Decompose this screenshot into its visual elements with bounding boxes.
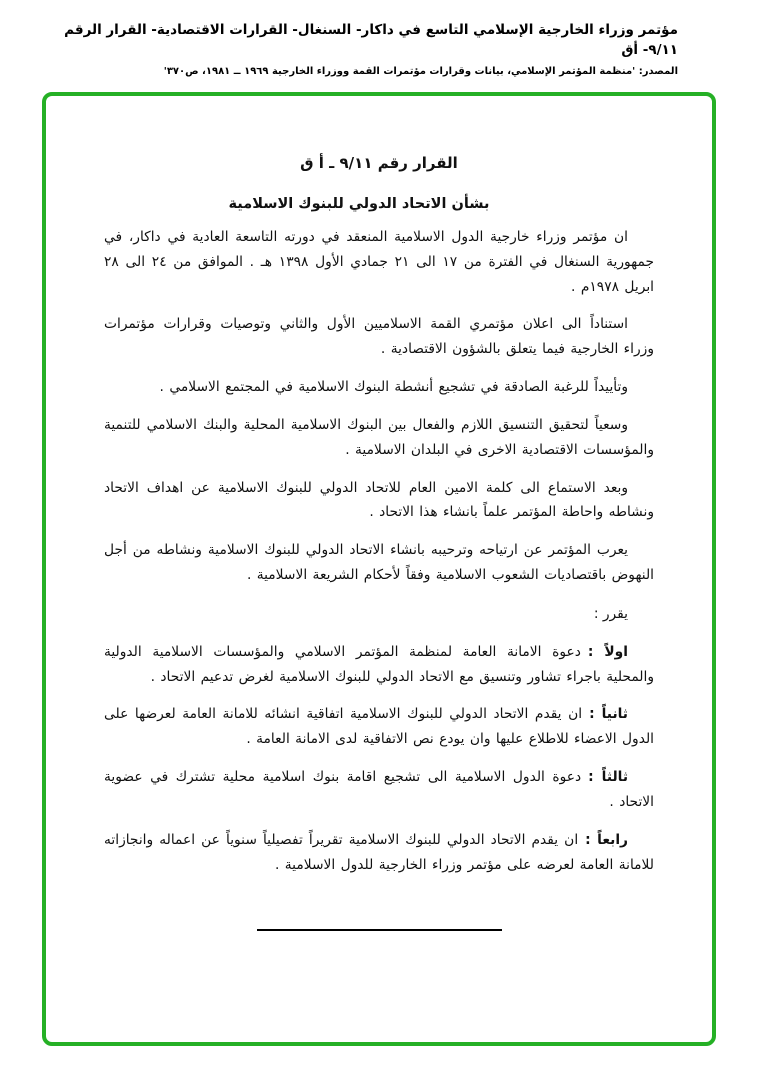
preamble-paragraph-2: استناداً الى اعلان مؤتمري القمة الاسلاميين الأول والثاني وتوصيات وقرارات مؤتمرات وزراء الخارجية فيما يتعلق بالشؤون الاقتصادية . [104,316,654,358]
preamble-paragraph-1: ان مؤتمر وزراء خارجية الدول الاسلامية المنعقد في دورته التاسعة العادية في داكار، في جمهورية السنغال في الفترة من ١٧ الى ٢١ جمادي الأول ١٣٩٨ هـ . الموافق من ٢٤ الى ٢٨ ابريل ١٩٧٨م . [104,229,655,295]
preamble-paragraph-6: يعرب المؤتمر عن ارتياحه وترحيبه بانشاء الاتحاد الدولي للبنوك الاسلامية ونشاطه من أجل النهوض باقتصاديات الشعوب الاسلامية وفقاً لأحكام الشريعة الاسلامية . [104,542,654,584]
decision-term-4: رابعاً : [585,831,628,848]
document-body [46,96,712,931]
bottom-rule [257,929,502,931]
decision-item-3 [104,765,654,815]
decision-term-2: ثانياً : [589,706,628,723]
decision-text-2: ان يقدم الاتحاد الدولي للبنوك الاسلامية اتفاقية انشائه للامانة العامة لعرضها على الدول الاعضاء للاطلاع عليها وان يودع نص الاتفاقية لدى الامانة العامة . [104,706,654,748]
header-source-line: المصدر: 'منظمة المؤتمر الإسلامي، بيانات وقرارات مؤتمرات القمة ووزراء الخارجية ١٩٦٩ ــ ١٩٨١، ص٣٧٠' [163,65,678,77]
resolution-subject: بشأن الاتحاد الدولي للبنوك الاسلامية [228,196,490,212]
decision-term-1: اولاً : [587,643,628,660]
decision-text-1: دعوة الامانة العامة لمنظمة المؤتمر الاسلامي والمؤسسات الاسلامية الدولية والمحلية باجراء تشاور وتنسيق مع الاتحاد الدولي للبنوك الاسلامية لغرض تدعيم الاتحاد . [104,643,654,685]
document-header [0,0,758,77]
decision-item-4 [104,828,654,878]
preamble-paragraph-5: وبعد الاستماع الى كلمة الامين العام للاتحاد الدولي للبنوك الاسلامية عن اهداف الاتحاد ونشاطه واحاطة المؤتمر علماً بانشاء هذا الاتحاد . [104,479,654,521]
resolution-title: القرار رقم ٩/١١ ـ أ ق [300,154,458,172]
preamble-paragraph-3: وتأييداً للرغبة الصادقة في تشجيع أنشطة البنوك الاسلامية في المجتمع الاسلامي . [159,379,628,396]
decision-item-2 [104,702,654,752]
document-frame [42,92,716,1046]
decision-term-3: ثالثاً : [588,769,628,786]
decision-text-3: دعوة الدول الاسلامية الى تشجيع اقامة بنوك اسلامية محلية تشترك في عضوية الاتحاد . [104,769,654,810]
header-title-line: مؤتمر وزراء الخارجية الإسلامي التاسع في داكار- السنغال- القرارات الاقتصادية- القرار الرقم ٩/١١- أق [64,22,678,59]
preamble-paragraph-4: وسعياً لتحقيق التنسيق اللازم والفعال بين البنوك الاسلامية المحلية والبنك الاسلامي للتنمية والمؤسسات الاقتصادية الاخرى في البلدان الاسلامية . [104,416,654,458]
decision-item-1 [104,640,654,690]
resolves-label: يقرر : [593,605,628,622]
decision-text-4: ان يقدم الاتحاد الدولي للبنوك الاسلامية تقريراً تفصيلياً سنوياً عن اعماله وانجازاته للامانة العامة لعرضه على مؤتمر وزراء الخارجية للدول الاسلامية . [104,831,654,873]
